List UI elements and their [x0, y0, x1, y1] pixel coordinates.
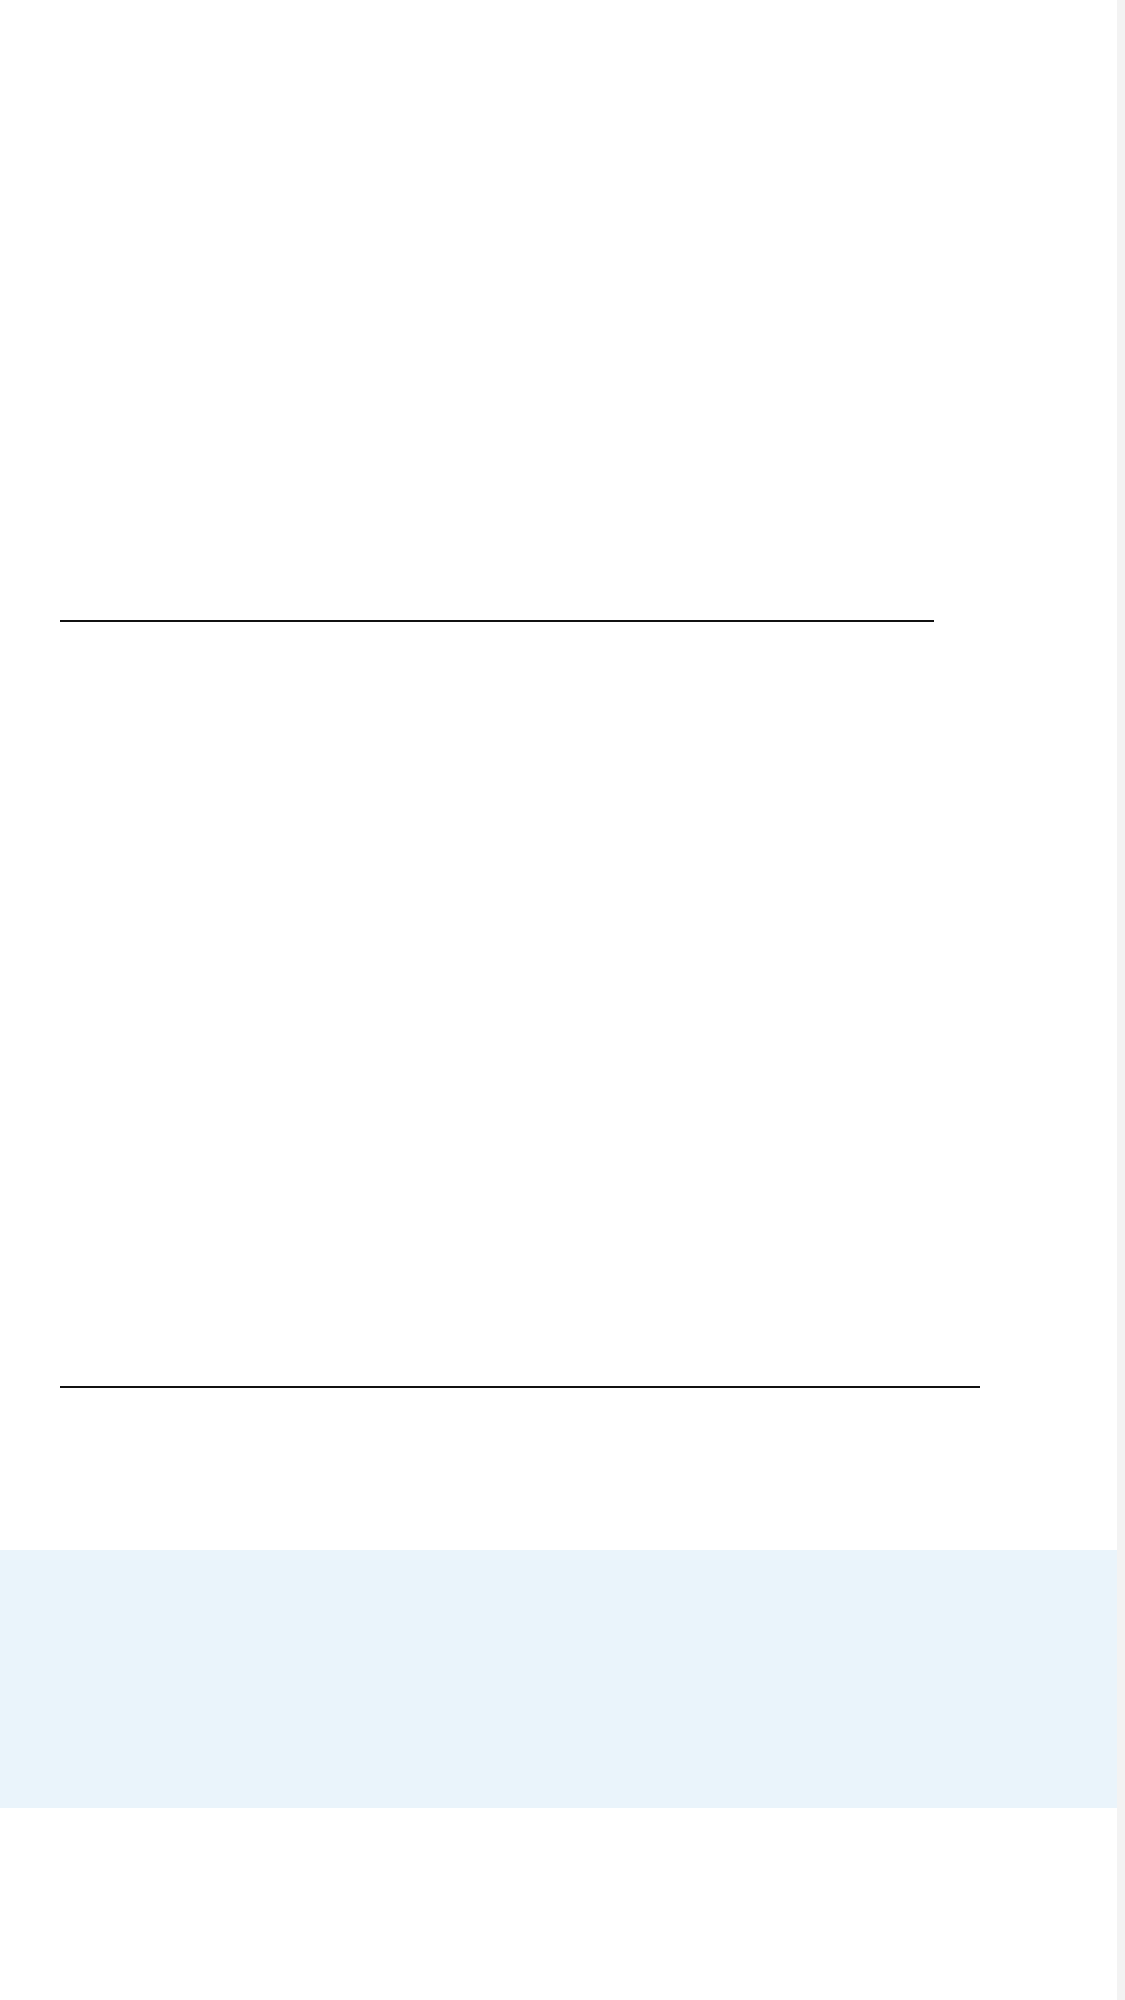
section-rule: [60, 1386, 980, 1388]
page-edge: [1117, 0, 1125, 2000]
map-title-rule: [60, 620, 934, 622]
reply-block: [0, 1550, 1117, 1808]
announcement: [348, 524, 370, 544]
